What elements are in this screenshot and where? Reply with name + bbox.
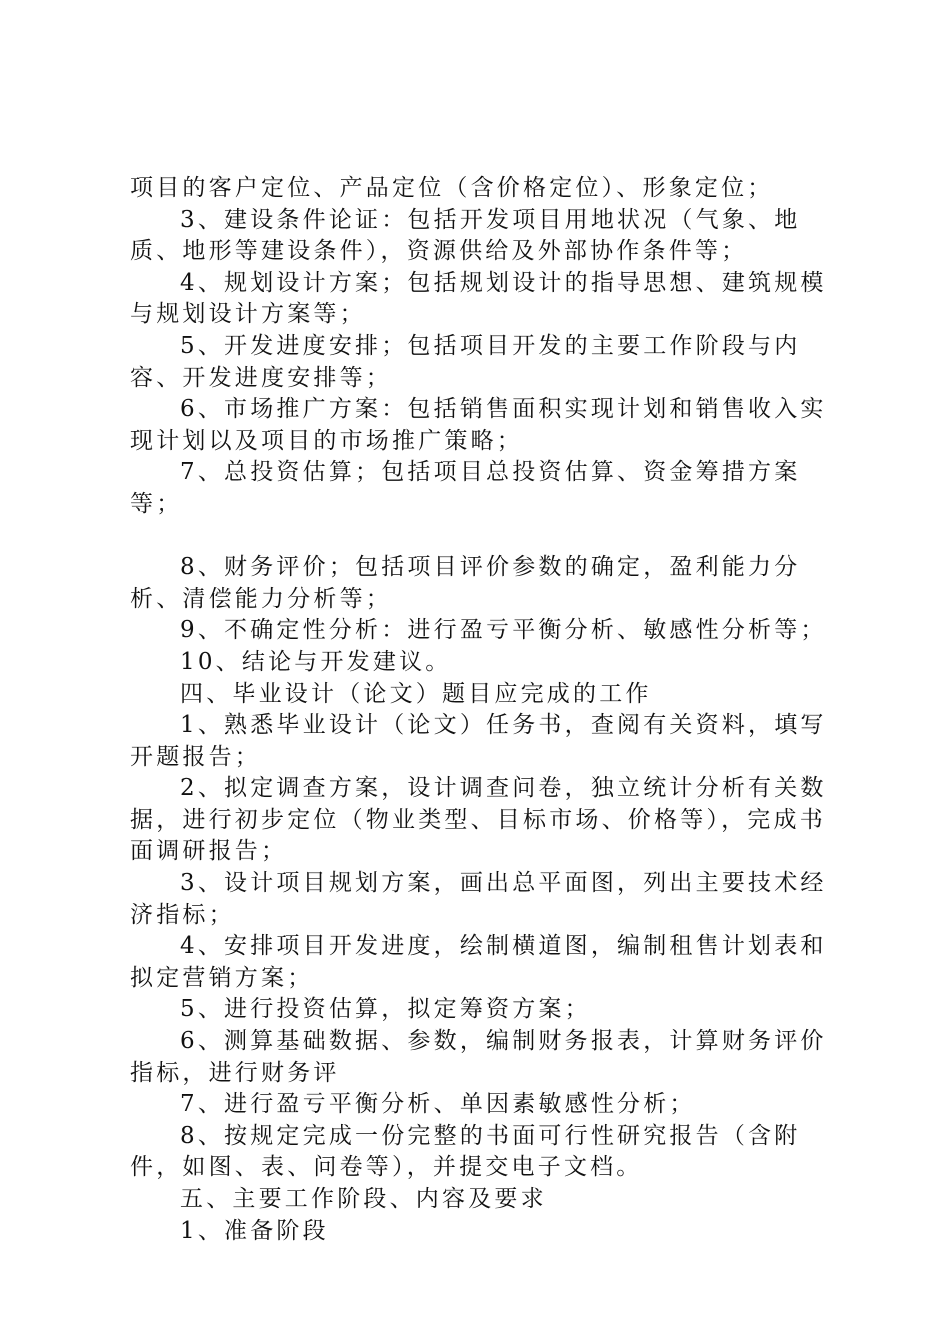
paragraph: 9、不确定性分析：进行盈亏平衡分析、敏感性分析等；: [180, 617, 827, 644]
paragraph: 10、结论与开发建议。: [180, 648, 452, 675]
paragraph: 1、准备阶段: [180, 1217, 329, 1244]
paragraph: 4、规划设计方案；包括规划设计的指导思想、建筑规模与规划设计方案等；: [130, 269, 827, 328]
section-heading: 五、主要工作阶段、内容及要求: [180, 1186, 547, 1212]
paragraph: 4、安排项目开发进度，绘制横道图，编制租售计划表和拟定营销方案；: [130, 933, 827, 991]
paragraph: 7、进行盈亏平衡分析、单因素敏感性分析；: [180, 1091, 696, 1118]
paragraph: 项目的客户定位、产品定位（含价格定位）、形象定位；: [130, 175, 774, 201]
paragraph: 5、进行投资估算，拟定筹资方案；: [180, 996, 591, 1023]
paragraph: 8、按规定完成一份完整的书面可行性研究报告（含附件，如图、表、问卷等），并提交电子文档。: [130, 1122, 801, 1181]
paragraph: 7、总投资估算；包括项目总投资估算、资金筹措方案等；: [130, 459, 801, 517]
paragraph: 6、市场推广方案：包括销售面积实现计划和销售收入实现计划以及项目的市场推广策略；: [130, 396, 827, 454]
section-heading: 四、毕业设计（论文）题目应完成的工作: [180, 680, 652, 707]
document-body: [130, 173, 830, 1247]
paragraph-gap: [130, 521, 830, 553]
paragraph: 6、测算基础数据、参数，编制财务报表，计算财务评价指标，进行财务评: [130, 1028, 827, 1086]
paragraph: 3、建设条件论证：包括开发项目用地状况（气象、地质、地形等建设条件），资源供给及外部协作条件等；: [130, 206, 801, 265]
paragraph: 8、财务评价；包括项目评价参数的确定，盈利能力分析、清偿能力分析等；: [130, 554, 801, 612]
paragraph: 2、拟定调查方案，设计调查问卷，独立统计分析有关数据，进行初步定位（物业类型、目标市场、价格等），完成书面调研报告；: [130, 775, 827, 865]
paragraph: 1、熟悉毕业设计（论文）任务书，查阅有关资料，填写开题报告；: [130, 712, 827, 770]
paragraph: 3、设计项目规划方案，画出总平面图，列出主要技术经济指标；: [130, 870, 827, 928]
paragraph: 5、开发进度安排；包括项目开发的主要工作阶段与内容、开发进度安排等；: [130, 332, 801, 391]
